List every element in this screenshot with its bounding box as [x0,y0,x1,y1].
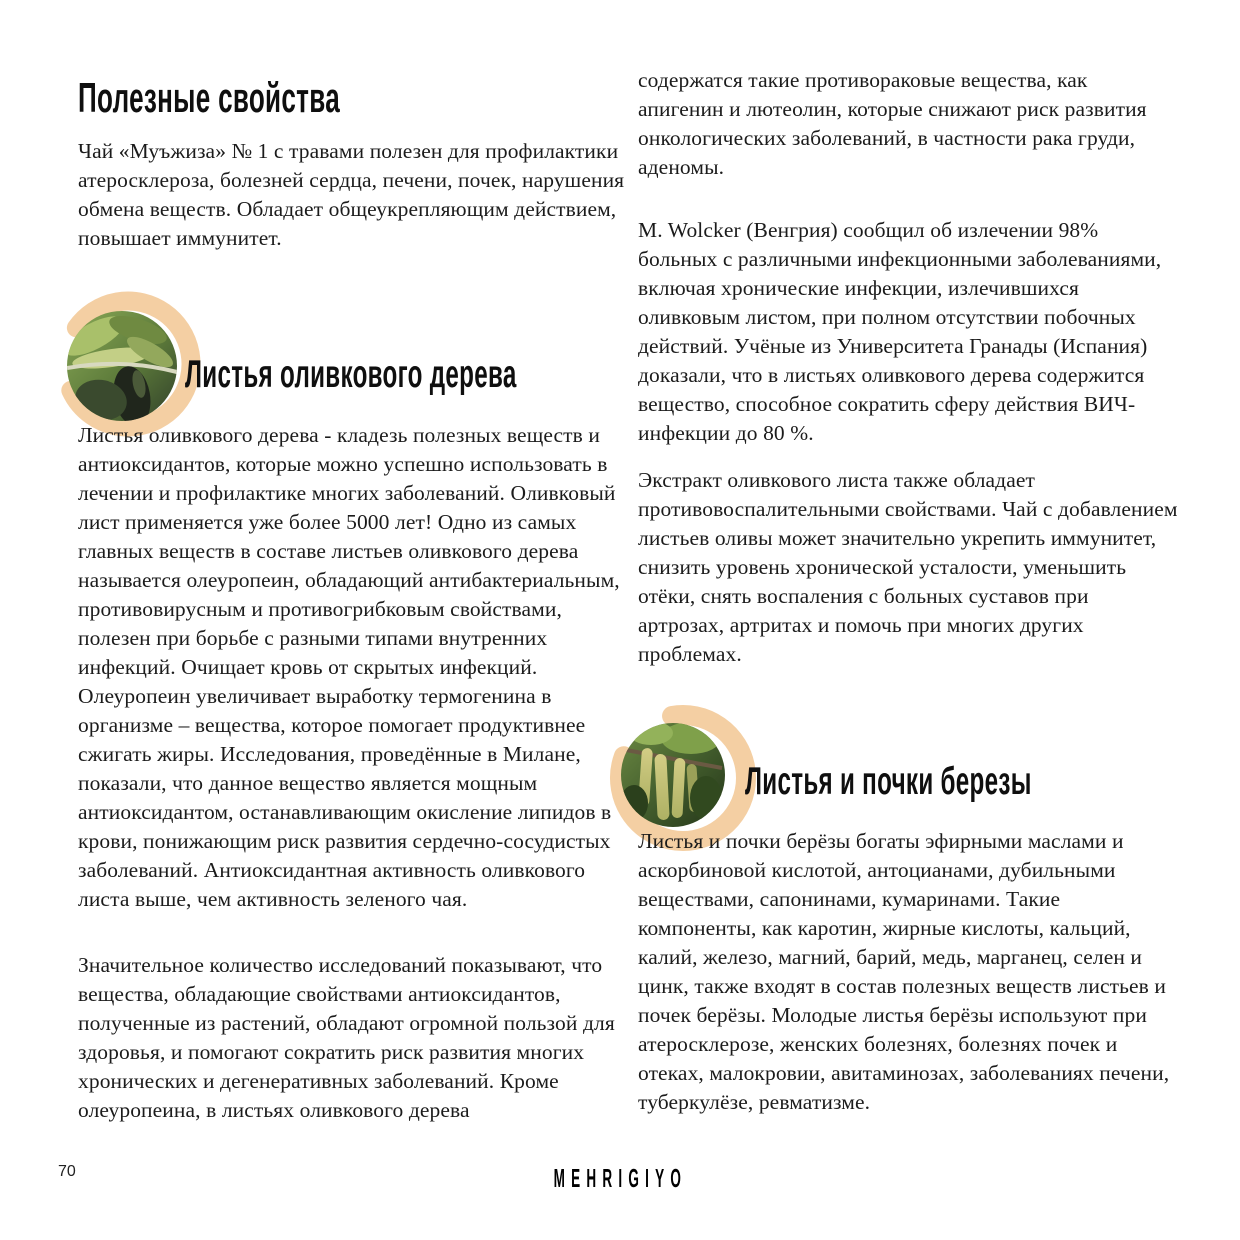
right-paragraph-1: содержатся такие противораковые вещества, как апигенин и лютеолин, которые снижают риск развития онкологических заболеваний, в частности рака груди, аденомы. [638,68,1147,179]
birch-section-heading-text: Листья и почки березы [745,760,1032,803]
right-paragraph-2: M. Wolcker (Венгрия) сообщил об излечении 98% больных с различными инфекционными заболеваниями, включая хронические инфекции, излечившихся оливковым листом, при полном отсутствии побочных действий. Учёные из Университета Гранады (Испания) доказали, что в листьях оливкового дерева содержится вещество, способное сократить сферу действия ВИЧ-инфекции до 80 %. [638,218,1162,445]
page-number: 70 [58,1163,76,1180]
brand-logo-text: MEHRIGIYO [553,1163,687,1193]
intro-paragraph: Чай «Муъжиза» № 1 с травами полезен для профилактики атеросклероза, болезней сердца, печени, почек, нарушения обмена веществ. Обладает общеукрепляющим действием, повышает иммунитет. [78,139,625,250]
brand-logo [0,1163,1240,1194]
olive-paragraph-2: Значительное количество исследований показывают, что вещества, обладающие свойствами антиоксидантов, полученные из растений, обладают огромной пользой для здоровья, и помогают сократить риск развития многих хронических и дегенеративных заболеваний. Кроме олеуропеина, в листьях оливкового дерева [78,953,615,1122]
birch-paragraph-1: Листья и почки берёзы богаты эфирными маслами и аскорбиновой кислотой, антоцианами, дубильными веществами, сапонинами, кумаринами. Такие компоненты, как каротин, жирные кислоты, кальций, калий, железо, магний, барий, медь, марганец, селен и цинк, также входят в состав полезных веществ листьев и почек берёзы. Молодые листья берёзы используют при атеросклерозе, женских болезнях, болезнях почек и отеках, малокровии, авитаминозах, заболеваниях печени, туберкулёзе, ревматизме. [638,829,1170,1114]
page-title-text: Полезные свойства [78,74,340,121]
olive-paragraph-1: Листья оливкового дерева - кладезь полезных веществ и антиоксидантов, которые можно успешно использовать в лечении и профилактике многих заболеваний. Оливковый лист применяется уже более 5000 лет! Одно из самых главных веществ в составе листьев оливкового дерева называется олеуропеин, обладающий антибактериальным, противовирусным и противогрибковым свойствами, полезен при борьбе с разными типами внутренних инфекций. Очищает кровь от скрытых инфекций. Олеуропеин увеличивает выработку термогенина в организме – вещества, которое помогает продуктивнее сжигать жиры. Исследования, проведённые в Милане, показали, что данное вещество является мощным антиоксидантом, останавливающим окисление липидов в крови, понижающим риск развития сердечно-сосудистых заболеваний. Антиоксидантная активность оливкового листа выше, чем активность зеленого чая. [78,423,620,911]
birch-section-heading [745,760,1207,804]
right-paragraph-3: Экстракт оливкового листа также обладает противовоспалительными свойствами. Чай с добавлением листьев оливы может значительно укрепить иммунитет, снизить уровень хронической усталости, уменьшить отёки, снять воспаления с больных суставов при артрозах, артритах и помочь при многих других проблемах. [638,468,1178,666]
page-title [78,74,501,122]
olive-section-heading-text: Листья оливкового дерева [185,353,517,396]
